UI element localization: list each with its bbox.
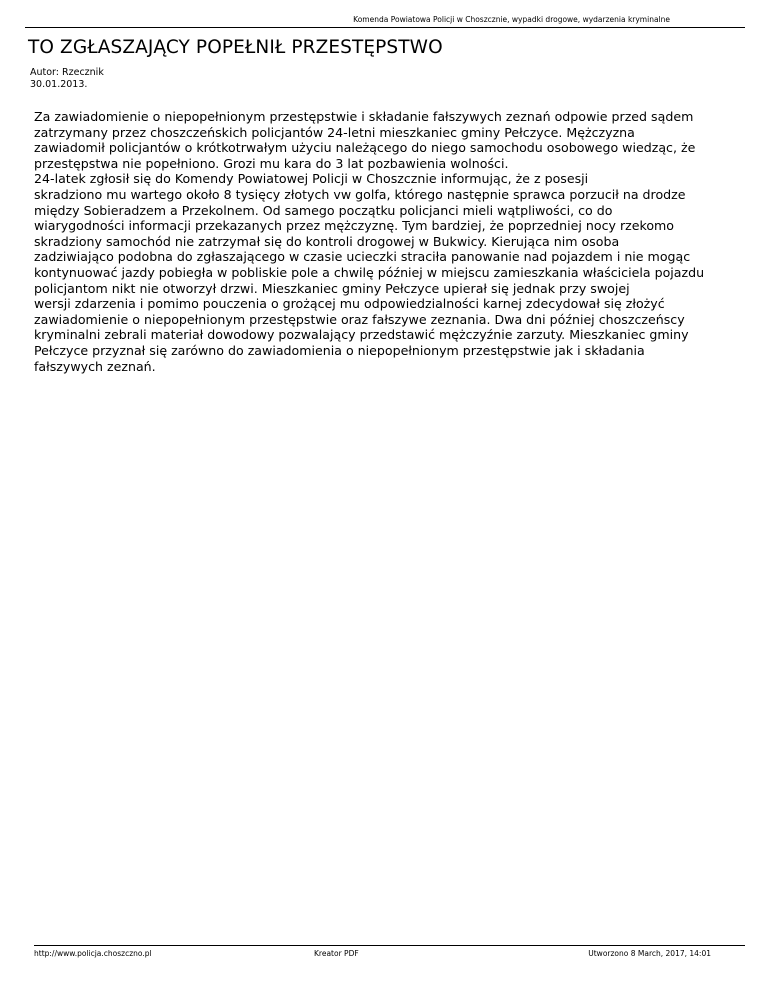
footer-created: Utworzono 8 March, 2017, 14:01 xyxy=(588,949,711,958)
article-meta xyxy=(30,67,104,90)
article-date: 30.01.2013. xyxy=(30,78,88,90)
page-header xyxy=(25,14,745,28)
page-footer xyxy=(34,945,745,960)
header-text: Komenda Powiatowa Policji w Choszcznie, wypadki drogowe, wydarzenia kryminalne xyxy=(353,15,670,24)
footer-url[interactable]: http://www.policja.choszczno.pl xyxy=(34,949,152,958)
article-title: TO ZGŁASZAJĄCY POPEŁNIŁ PRZESTĘPSTWO xyxy=(28,37,443,58)
footer-generator: Kreator PDF xyxy=(314,949,359,958)
article-body: Za zawiadomienie o niepopełnionym przestępstwie i składanie fałszywych zeznań odpowie przed sądem zatrzymany przez choszczeńskich policjantów 24-letni mieszkaniec gminy Pełczyce. Mężczyzna zawiadomił policjantów o krótkotrwałym użyciu należącego do niego samochodu osobowego wiedząc, że przestępstwa nie popełniono. Grozi mu kara do 3 lat pozbawienia wolności. 24-latek zgłosił się do Komendy Powiatowej Policji w Choszcznie informując, że z posesji skradziono mu wartego około 8 tysięcy złotych vw golfa, którego następnie sprawca porzucił na drodze między Sobieradzem a Przekolnem. Od samego początku policjanci mieli wątpliwości, co do wiarygodności informacji przekazanych przez mężczyznę. Tym bardziej, że poprzedniej nocy rzekomo skradziony samochód nie zatrzymał się do kontroli drogowej w Bukwicy. Kierująca nim osoba zadziwiająco podobna do zgłaszającego w czasie ucieczki straciła panowanie nad pojazdem i nie mogąc kontynuować jazdy pobiegła w pobliskie pole a chwilę później w miejscu zamieszkania właściciela pojazdu policjantom nikt nie otworzył drzwi. Mieszkaniec gminy Pełczyce upierał się jednak przy swojej wersji zdarzenia i pomimo pouczenia o grożącej mu odpowiedzialności karnej zdecydował się złożyć zawiadomienie o niepopełnionym przestępstwie oraz fałszywe zeznania. Dwa dni później choszczeńscy kryminalni zebrali materiał dowodowy pozwalający przedstawić mężczyźnie zarzuty. Mieszkaniec gminy Pełczyce przyznał się zarówno do zawiadomienia o niepopełnionym przestępstwie jak i składania fałszywych zeznań. xyxy=(34,109,705,374)
author-line: Autor: Rzecznik xyxy=(30,67,104,78)
